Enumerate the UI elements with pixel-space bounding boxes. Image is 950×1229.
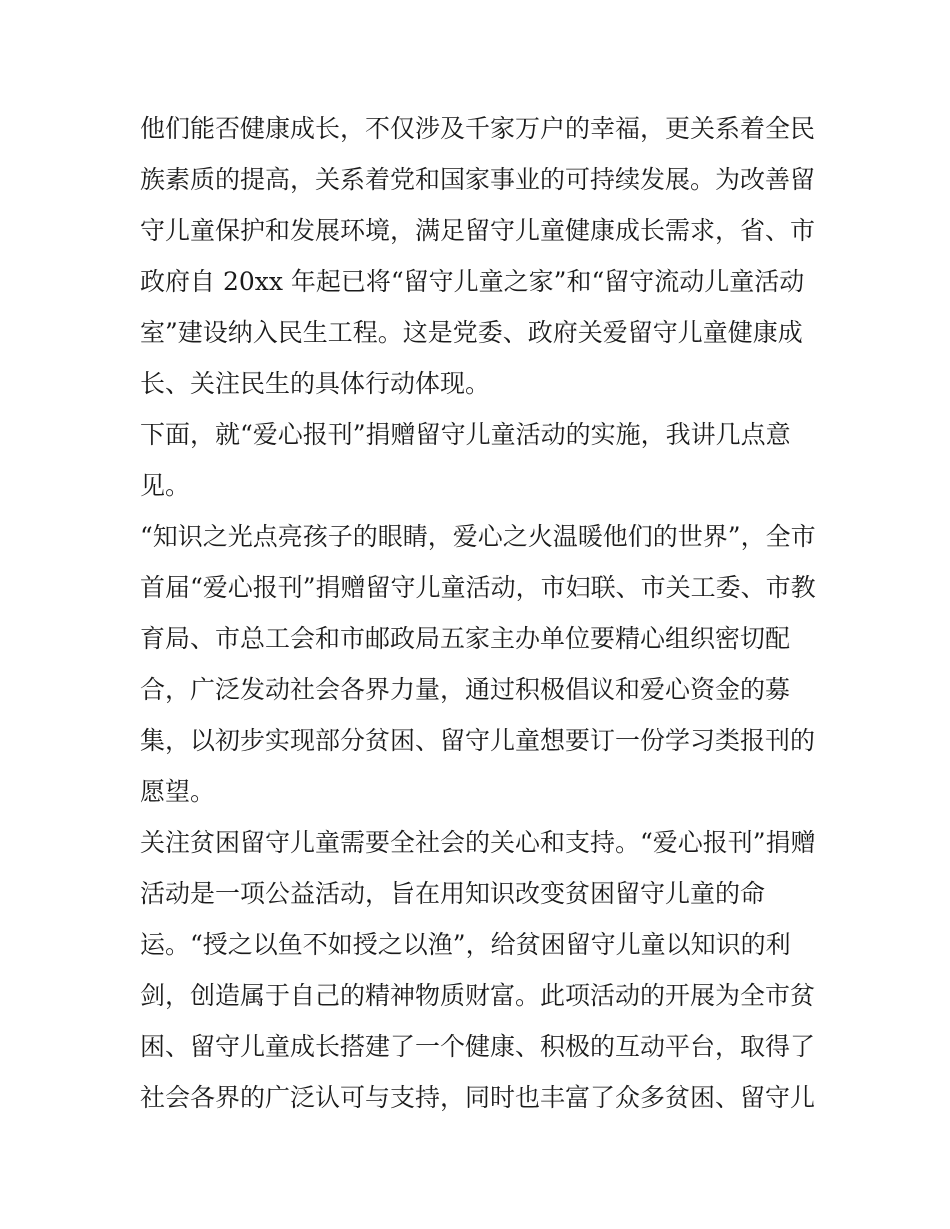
text-line: 育局、市总工会和市邮政局五家主办单位要精心组织密切配 — [140, 624, 791, 653]
text-line: 活动是一项公益活动，旨在用知识改变贫困留守儿童的命 — [140, 879, 766, 908]
paragraph-1 — [140, 103, 820, 409]
text-line: 室”建设纳入民生工程。这是党委、政府关爱留守儿童健康成 — [140, 318, 803, 347]
text-line: 困、留守儿童成长搭建了一个健康、积极的互动平台，取得了 — [140, 1032, 816, 1061]
text-line: 剑，创造属于自己的精神物质财富。此项活动的开展为全市贫 — [140, 981, 816, 1010]
text-line: 运。“授之以鱼不如授之以渔”，给贫困留守儿童以知识的利 — [140, 930, 791, 959]
paragraph-4 — [140, 817, 820, 1123]
text-line: 见。 — [140, 471, 191, 500]
text-line: 政府自 20xx 年起已将“留守儿童之家”和“留守流动儿童活动 — [140, 267, 805, 296]
text-line: 守儿童保护和发展环境，满足留守儿童健康成长需求，省、市 — [140, 216, 816, 245]
document-body — [140, 103, 820, 1123]
text-line: “知识之光点亮孩子的眼睛，爱心之火温暖他们的世界”，全市 — [140, 522, 816, 551]
paragraph-2 — [140, 409, 820, 511]
text-line: 他们能否健康成长，不仅涉及千家万户的幸福，更关系着全民 — [140, 114, 816, 143]
text-line: 长、关注民生的具体行动体现。 — [140, 369, 491, 398]
text-line: 族素质的提高，关系着党和国家事业的可持续发展。为改善留 — [140, 165, 816, 194]
text-line: 下面，就“爱心报刊”捐赠留守儿童活动的实施，我讲几点意 — [140, 420, 791, 449]
text-line: 社会各界的广泛认可与支持，同时也丰富了众多贫困、留守儿 — [140, 1083, 816, 1112]
text-line: 关注贫困留守儿童需要全社会的关心和支持。“爱心报刊”捐赠 — [140, 828, 816, 857]
text-line: 合，广泛发动社会各界力量，通过积极倡议和爱心资金的募 — [140, 675, 791, 704]
text-line: 首届“爱心报刊”捐赠留守儿童活动，市妇联、市关工委、市教 — [140, 573, 816, 602]
text-line: 集，以初步实现部分贫困、留守儿童想要订一份学习类报刊的 — [140, 726, 816, 755]
text-line: 愿望。 — [140, 777, 216, 806]
paragraph-3 — [140, 511, 820, 817]
